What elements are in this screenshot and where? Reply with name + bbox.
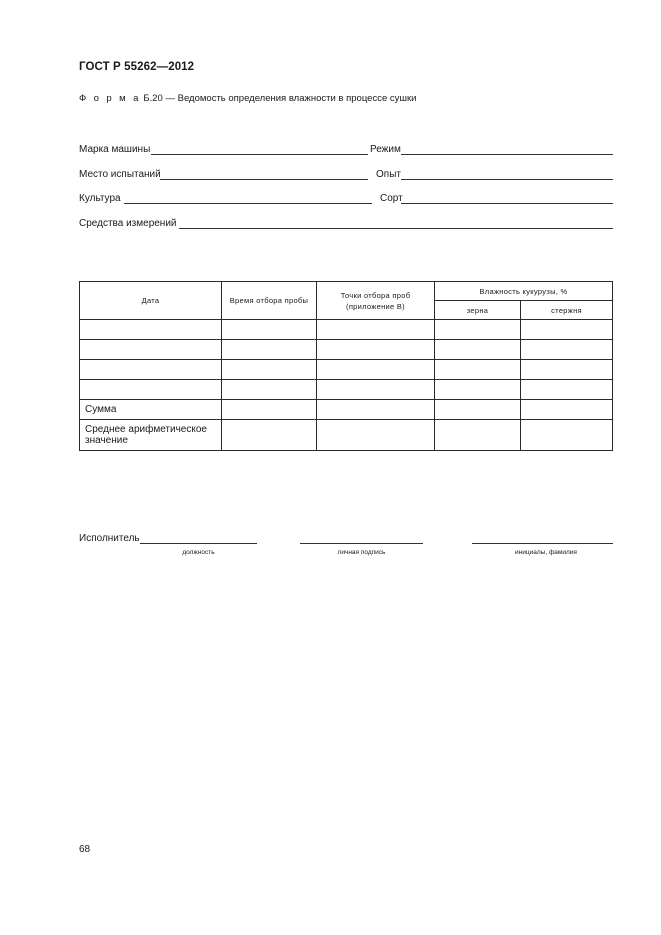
table-cell[interactable]	[435, 400, 521, 420]
table-cell[interactable]	[317, 420, 435, 451]
table-row-mean	[80, 420, 613, 451]
crop-label: Культура	[79, 193, 121, 204]
table-row-sum	[80, 400, 613, 420]
table-cell[interactable]	[222, 320, 317, 340]
table-cell[interactable]	[521, 380, 613, 400]
table-row	[80, 320, 613, 340]
table-cell[interactable]	[521, 360, 613, 380]
table-cell[interactable]	[521, 320, 613, 340]
sum-label: Сумма	[80, 400, 222, 420]
table-cell[interactable]	[317, 360, 435, 380]
mode-label: Режим	[370, 144, 401, 155]
table-cell[interactable]	[521, 340, 613, 360]
variety-label: Сорт	[380, 193, 403, 204]
table-row	[80, 380, 613, 400]
header-cob: стержня	[521, 301, 613, 320]
table-cell[interactable]	[222, 400, 317, 420]
document-code: ГОСТ Р 55262—2012	[79, 61, 195, 73]
table-cell[interactable]	[80, 340, 222, 360]
mode-line[interactable]	[401, 154, 613, 155]
table-cell[interactable]	[222, 420, 317, 451]
table-cell[interactable]	[435, 340, 521, 360]
field-row-machine-mode	[79, 141, 613, 157]
table-cell[interactable]	[521, 420, 613, 451]
crop-line[interactable]	[124, 203, 372, 204]
table-cell[interactable]	[80, 380, 222, 400]
signature-block	[79, 533, 613, 563]
form-number: Б.20	[140, 93, 163, 104]
table-row	[80, 340, 613, 360]
experiment-line[interactable]	[401, 179, 613, 180]
field-row-crop-variety	[79, 190, 613, 206]
moisture-table	[79, 281, 613, 451]
machine-brand-label: Марка машины	[79, 144, 151, 155]
machine-brand-line[interactable]	[151, 154, 368, 155]
measuring-instruments-line[interactable]	[179, 228, 613, 229]
test-site-line[interactable]	[160, 179, 368, 180]
header-sampling-points: Точки отбора проб (приложение В)	[317, 282, 435, 320]
header-date: Дата	[80, 282, 222, 320]
header-grain: зерна	[435, 301, 521, 320]
page-number: 68	[79, 844, 91, 855]
signature-caption: личная подпись	[337, 549, 386, 556]
table-row	[80, 360, 613, 380]
position-caption: должность	[182, 549, 215, 556]
test-site-label: Место испытаний	[79, 169, 161, 180]
table-cell[interactable]	[435, 360, 521, 380]
table-cell[interactable]	[317, 320, 435, 340]
header-sampling-time: Время отбора пробы	[222, 282, 317, 320]
variety-line[interactable]	[401, 203, 613, 204]
form-title: — Ведомость определения влажности в процессе сушки	[162, 93, 417, 104]
name-line[interactable]	[472, 543, 613, 544]
table-cell[interactable]	[435, 320, 521, 340]
table-cell[interactable]	[435, 380, 521, 400]
position-line[interactable]	[140, 543, 257, 544]
executor-label: Исполнитель	[79, 533, 140, 544]
table-cell[interactable]	[222, 340, 317, 360]
signature-line[interactable]	[300, 543, 423, 544]
table-cell[interactable]	[317, 340, 435, 360]
table-cell[interactable]	[80, 360, 222, 380]
field-row-instruments	[79, 215, 613, 231]
form-caption	[79, 93, 416, 104]
table-cell[interactable]	[521, 400, 613, 420]
form-prefix: Ф о р м а	[79, 93, 141, 104]
field-row-site-experiment	[79, 166, 613, 182]
experiment-label: Опыт	[376, 169, 401, 180]
name-caption: инициалы, фамилия	[515, 549, 577, 556]
table-cell[interactable]	[317, 380, 435, 400]
table-cell[interactable]	[80, 320, 222, 340]
table-cell[interactable]	[222, 360, 317, 380]
mean-label: Среднее арифметическое значение	[80, 420, 222, 451]
header-moisture-group: Влажность кукурузы, %	[435, 282, 613, 301]
table-cell[interactable]	[222, 380, 317, 400]
table-cell[interactable]	[435, 420, 521, 451]
measuring-instruments-label: Средства измерений	[79, 218, 177, 229]
table-cell[interactable]	[317, 400, 435, 420]
